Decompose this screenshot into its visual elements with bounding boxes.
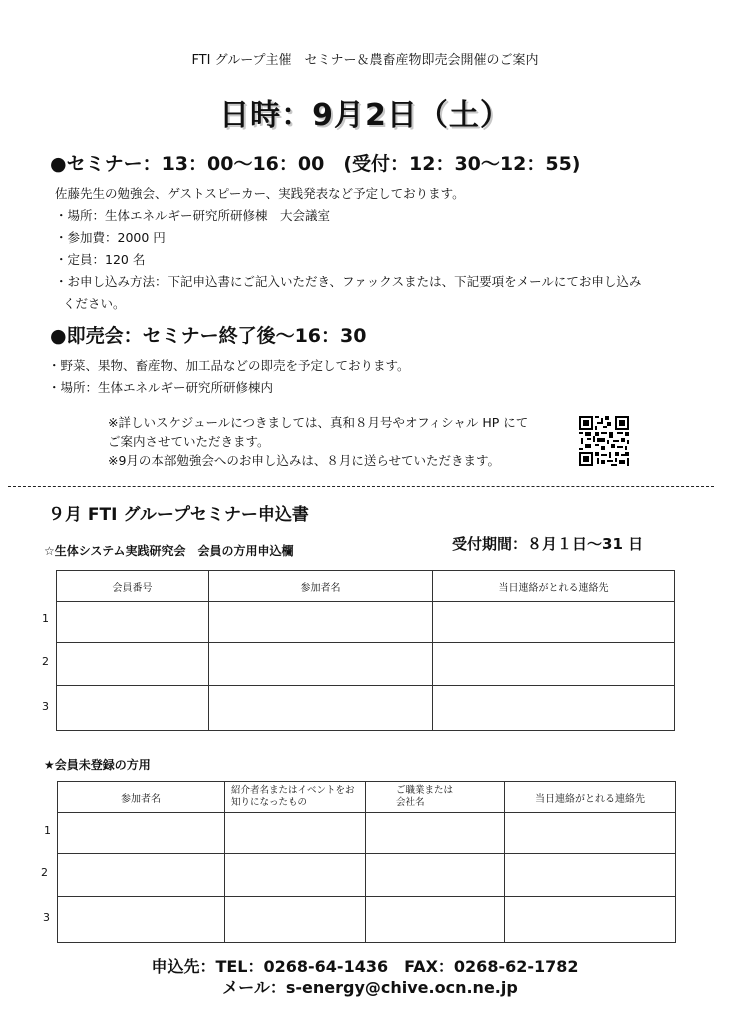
col-header-referrer: 紹介者名またはイベントをお知りになったもの (225, 782, 366, 813)
referrer-input[interactable] (225, 854, 366, 897)
participant-name-input[interactable] (209, 643, 433, 686)
col-header-participant-name: 参加者名 (209, 571, 433, 602)
seminar-details (55, 183, 641, 315)
participant-name-input[interactable] (58, 854, 225, 897)
sale-heading: ●即売会：セミナー終了後〜16：30 (50, 325, 367, 347)
row-number: 3 (43, 911, 50, 924)
participant-name-input[interactable] (58, 897, 225, 943)
table-row (57, 686, 675, 731)
nonmember-application-table (57, 781, 676, 943)
email-line[interactable]: メール：s-energy@chive.ocn.ne.jp (222, 978, 518, 997)
row-number: 2 (41, 866, 48, 879)
seminar-line: ・定員：120 名 (55, 252, 146, 267)
table-row (58, 813, 676, 854)
row-number: 2 (42, 655, 49, 668)
col-header-member-number: 会員番号 (57, 571, 209, 602)
participant-name-input[interactable] (58, 813, 225, 854)
acceptance-period: 受付期間：８月１日〜31 日 (452, 535, 644, 553)
col-header-occupation: ご職業または会社名 (366, 782, 505, 813)
seminar-line: 佐藤先生の勉強会、ゲストスピーカー、実践発表など予定しております。 (55, 186, 465, 201)
nonmember-table-label: ★会員未登録の方用 (44, 758, 151, 772)
member-number-input[interactable] (57, 643, 209, 686)
occupation-input[interactable] (366, 897, 505, 943)
contact-input[interactable] (505, 813, 676, 854)
cut-line-divider (8, 486, 714, 487)
referrer-input[interactable] (225, 897, 366, 943)
participant-name-input[interactable] (209, 602, 433, 643)
member-number-input[interactable] (57, 602, 209, 643)
participant-name-input[interactable] (209, 686, 433, 731)
row-number: 1 (42, 612, 49, 625)
sale-line: ・野菜、果物、畜産物、加工品などの即売を予定しております。 (48, 358, 410, 373)
contact-input[interactable] (433, 602, 675, 643)
form-title: ９月 FTI グループセミナー申込書 (48, 505, 309, 525)
schedule-notes (108, 413, 528, 470)
seminar-line: ・お申し込み方法：下記申込書にご記入いただき、ファックスまたは、下記要項をメールにてお申し込み (55, 274, 642, 289)
table-row (58, 854, 676, 897)
col-header-contact: 当日連絡がとれる連絡先 (433, 571, 675, 602)
phone-fax-line: 申込先：TEL：0268-64-1436 FAX：0268-62-1782 (151, 957, 579, 976)
table-row (57, 602, 675, 643)
occupation-input[interactable] (366, 854, 505, 897)
member-table-label: ☆生体システム実践研究会 会員の方用申込欄 (44, 544, 294, 558)
member-application-table (56, 570, 675, 731)
table-row (58, 897, 676, 943)
seminar-line: ・参加費：2000 円 (55, 230, 166, 245)
contact-input[interactable] (505, 897, 676, 943)
col-header-participant-name: 参加者名 (58, 782, 225, 813)
qr-code-icon[interactable] (579, 416, 629, 466)
sale-details (48, 355, 410, 399)
member-number-input[interactable] (57, 686, 209, 731)
seminar-line: ください。 (63, 296, 126, 311)
sale-line: ・場所：生体エネルギー研究所研修棟内 (48, 380, 274, 395)
contact-input[interactable] (505, 854, 676, 897)
note-line: ※9月の本部勉強会へのお申し込みは、８月に送らせていただきます。 (108, 453, 501, 468)
seminar-heading: ●セミナー：13：00〜16：00 (受付：12：30〜12：55) (50, 153, 581, 175)
col-header-contact: 当日連絡がとれる連絡先 (505, 782, 676, 813)
contact-input[interactable] (433, 643, 675, 686)
contact-input[interactable] (433, 686, 675, 731)
row-number: 3 (42, 700, 49, 713)
table-row (57, 643, 675, 686)
referrer-input[interactable] (225, 813, 366, 854)
row-number: 1 (44, 824, 51, 837)
contact-info (0, 956, 730, 998)
subtitle: FTI グループ主催 セミナー＆農畜産物即売会開催のご案内 (191, 53, 539, 68)
occupation-input[interactable] (366, 813, 505, 854)
note-line: ご案内させていただきます。 (108, 434, 270, 449)
note-line: ※詳しいスケジュールにつきましては、真和８月号やオフィシャル HP にて (108, 415, 529, 430)
event-datetime: 日時：9月2日（土） (219, 98, 511, 133)
seminar-line: ・場所：生体エネルギー研究所研修棟 大会議室 (55, 208, 331, 223)
